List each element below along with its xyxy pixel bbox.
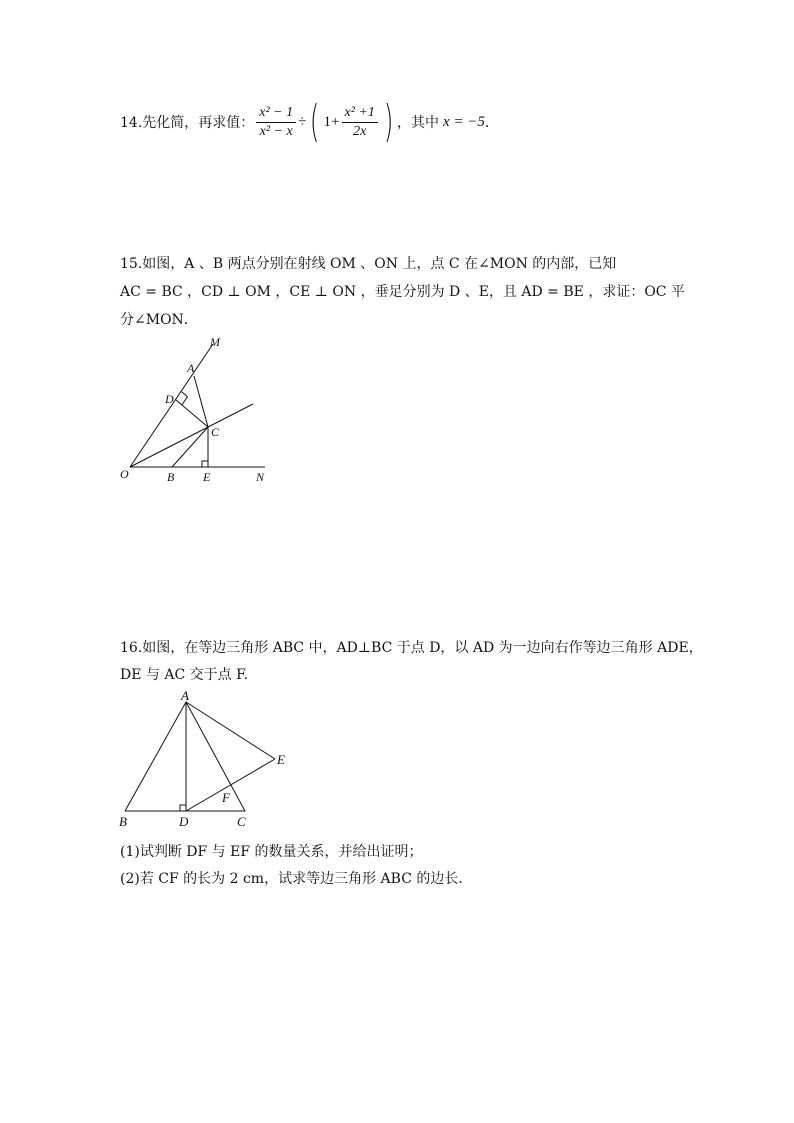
q15-line-1: 15.如图，A 、B 两点分别在射线 OM 、ON 上，点 C 在∠MON 的内部，已知 — [120, 256, 617, 272]
q14-suffix: ，其中 — [397, 115, 440, 131]
label-c: C — [211, 425, 220, 439]
q15-line-3: 分∠MON． — [120, 312, 198, 328]
q16-figure — [110, 690, 300, 832]
right-angle-d16 — [180, 805, 186, 811]
label-d: D — [165, 392, 174, 406]
q14-prefix: 14.先化简，再求值： — [120, 115, 255, 131]
q14-frac2-denominator: 2x — [353, 123, 367, 139]
q15-figure — [110, 332, 280, 488]
label-e16: E — [277, 752, 285, 767]
right-angle-d — [182, 392, 188, 405]
q14-left-paren: ( — [310, 96, 320, 147]
q14-divide-sign: ÷ — [298, 113, 307, 130]
label-a: A — [187, 361, 195, 375]
label-b16: B — [119, 814, 127, 829]
segment-cd — [176, 400, 208, 427]
q14-fraction-2 — [342, 104, 378, 141]
q14-frac1-denominator: x² − x — [259, 123, 293, 139]
label-f16: F — [222, 790, 230, 805]
right-angle-e — [202, 461, 208, 467]
segment-ae — [186, 702, 275, 759]
label-a16: A — [181, 690, 189, 703]
label-m: M — [210, 335, 220, 349]
label-b: B — [167, 470, 175, 484]
label-n: N — [256, 470, 265, 484]
q14-end: ． — [484, 115, 499, 131]
q14-frac1-numerator: x² − 1 — [256, 104, 296, 123]
q14-condition: x = −5 — [443, 113, 485, 130]
segment-ac — [194, 376, 208, 427]
q14-one-plus: 1+ — [323, 113, 340, 130]
label-c16: C — [237, 814, 246, 829]
q14-fraction-1 — [256, 104, 296, 141]
q14-right-paren: ) — [383, 96, 394, 147]
q16-sub-2: (2)若 CF 的长为 2 cm，试求等边三角形 ABC 的边长． — [120, 871, 473, 887]
segment-de — [186, 759, 275, 811]
label-e: E — [203, 470, 211, 484]
question-14 — [120, 96, 499, 148]
q16-sub-1: (1)试判断 DF 与 EF 的数量关系，并给出证明； — [120, 844, 423, 860]
q15-line-2: AC = BC ，CD ⊥ OM ，CE ⊥ ON ，垂足分别为 D 、E，且 AD = BE ，求证：OC 平 — [120, 284, 685, 300]
label-d16: D — [179, 814, 189, 829]
q16-line-2: DE 与 AC 交于点 F. — [120, 667, 249, 683]
q16-line-1: 16.如图，在等边三角形 ABC 中，AD⊥BC 于点 D，以 AD 为一边向右作等边三角形 ADE， — [120, 640, 703, 656]
label-o: O — [120, 467, 129, 481]
q14-frac2-numerator: x² +1 — [342, 104, 378, 123]
